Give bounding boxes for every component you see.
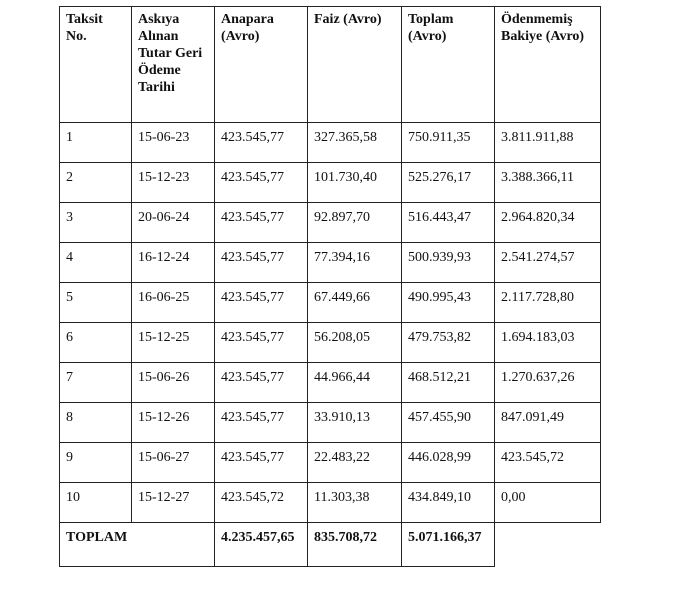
table-row (60, 403, 601, 443)
totals-empty-cell (495, 523, 601, 567)
cell-installment-no: 9 (60, 443, 132, 483)
cell-unpaid-balance: 847.091,49 (495, 403, 601, 443)
cell-total: 490.995,43 (402, 283, 495, 323)
table-row (60, 363, 601, 403)
cell-interest: 44.966,44 (308, 363, 402, 403)
cell-interest: 22.483,22 (308, 443, 402, 483)
cell-interest: 11.303,38 (308, 483, 402, 523)
totals-total: 5.071.166,37 (402, 523, 495, 567)
cell-installment-no: 6 (60, 323, 132, 363)
cell-interest: 33.910,13 (308, 403, 402, 443)
cell-unpaid-balance: 0,00 (495, 483, 601, 523)
cell-principal: 423.545,72 (215, 483, 308, 523)
cell-due-date: 15-12-26 (132, 403, 215, 443)
cell-total: 516.443,47 (402, 203, 495, 243)
header-total: Toplam (Avro) (402, 7, 495, 123)
cell-principal: 423.545,77 (215, 243, 308, 283)
header-installment-no: Taksit No. (60, 7, 132, 123)
header-row (60, 7, 601, 123)
cell-unpaid-balance: 2.964.820,34 (495, 203, 601, 243)
table-row (60, 283, 601, 323)
cell-unpaid-balance: 1.270.637,26 (495, 363, 601, 403)
totals-interest: 835.708,72 (308, 523, 402, 567)
header-unpaid-balance: Ödenmemiş Bakiye (Avro) (495, 7, 601, 123)
cell-due-date: 15-06-27 (132, 443, 215, 483)
table-row (60, 323, 601, 363)
header-principal: Anapara (Avro) (215, 7, 308, 123)
cell-principal: 423.545,77 (215, 403, 308, 443)
cell-due-date: 15-12-27 (132, 483, 215, 523)
cell-interest: 67.449,66 (308, 283, 402, 323)
cell-principal: 423.545,77 (215, 283, 308, 323)
cell-installment-no: 1 (60, 123, 132, 163)
cell-due-date: 15-12-23 (132, 163, 215, 203)
cell-due-date: 16-12-24 (132, 243, 215, 283)
cell-unpaid-balance: 2.541.274,57 (495, 243, 601, 283)
cell-installment-no: 8 (60, 403, 132, 443)
header-interest: Faiz (Avro) (308, 7, 402, 123)
cell-due-date: 15-12-25 (132, 323, 215, 363)
cell-total: 434.849,10 (402, 483, 495, 523)
cell-total: 446.028,99 (402, 443, 495, 483)
cell-principal: 423.545,77 (215, 163, 308, 203)
cell-unpaid-balance: 1.694.183,03 (495, 323, 601, 363)
cell-installment-no: 2 (60, 163, 132, 203)
cell-total: 468.512,21 (402, 363, 495, 403)
cell-principal: 423.545,77 (215, 123, 308, 163)
cell-unpaid-balance: 3.388.366,11 (495, 163, 601, 203)
cell-due-date: 15-06-23 (132, 123, 215, 163)
totals-row (60, 523, 601, 567)
table-row (60, 243, 601, 283)
cell-total: 750.911,35 (402, 123, 495, 163)
table-row (60, 123, 601, 163)
cell-interest: 327.365,58 (308, 123, 402, 163)
cell-installment-no: 4 (60, 243, 132, 283)
table-row (60, 483, 601, 523)
cell-principal: 423.545,77 (215, 363, 308, 403)
cell-principal: 423.545,77 (215, 203, 308, 243)
totals-label: TOPLAM (60, 523, 215, 567)
cell-interest: 77.394,16 (308, 243, 402, 283)
cell-total: 525.276,17 (402, 163, 495, 203)
cell-interest: 56.208,05 (308, 323, 402, 363)
cell-principal: 423.545,77 (215, 323, 308, 363)
cell-installment-no: 5 (60, 283, 132, 323)
cell-installment-no: 10 (60, 483, 132, 523)
cell-due-date: 16-06-25 (132, 283, 215, 323)
cell-principal: 423.545,77 (215, 443, 308, 483)
cell-unpaid-balance: 3.811.911,88 (495, 123, 601, 163)
table-row (60, 443, 601, 483)
table-row (60, 203, 601, 243)
cell-due-date: 20-06-24 (132, 203, 215, 243)
cell-installment-no: 7 (60, 363, 132, 403)
cell-unpaid-balance: 423.545,72 (495, 443, 601, 483)
cell-interest: 92.897,70 (308, 203, 402, 243)
header-due-date: Askıya Alınan Tutar Geri Ödeme Tarihi (132, 7, 215, 123)
cell-total: 457.455,90 (402, 403, 495, 443)
cell-interest: 101.730,40 (308, 163, 402, 203)
cell-total: 500.939,93 (402, 243, 495, 283)
repayment-schedule-table (59, 6, 601, 567)
table-row (60, 163, 601, 203)
cell-total: 479.753,82 (402, 323, 495, 363)
cell-due-date: 15-06-26 (132, 363, 215, 403)
cell-installment-no: 3 (60, 203, 132, 243)
cell-unpaid-balance: 2.117.728,80 (495, 283, 601, 323)
totals-principal: 4.235.457,65 (215, 523, 308, 567)
